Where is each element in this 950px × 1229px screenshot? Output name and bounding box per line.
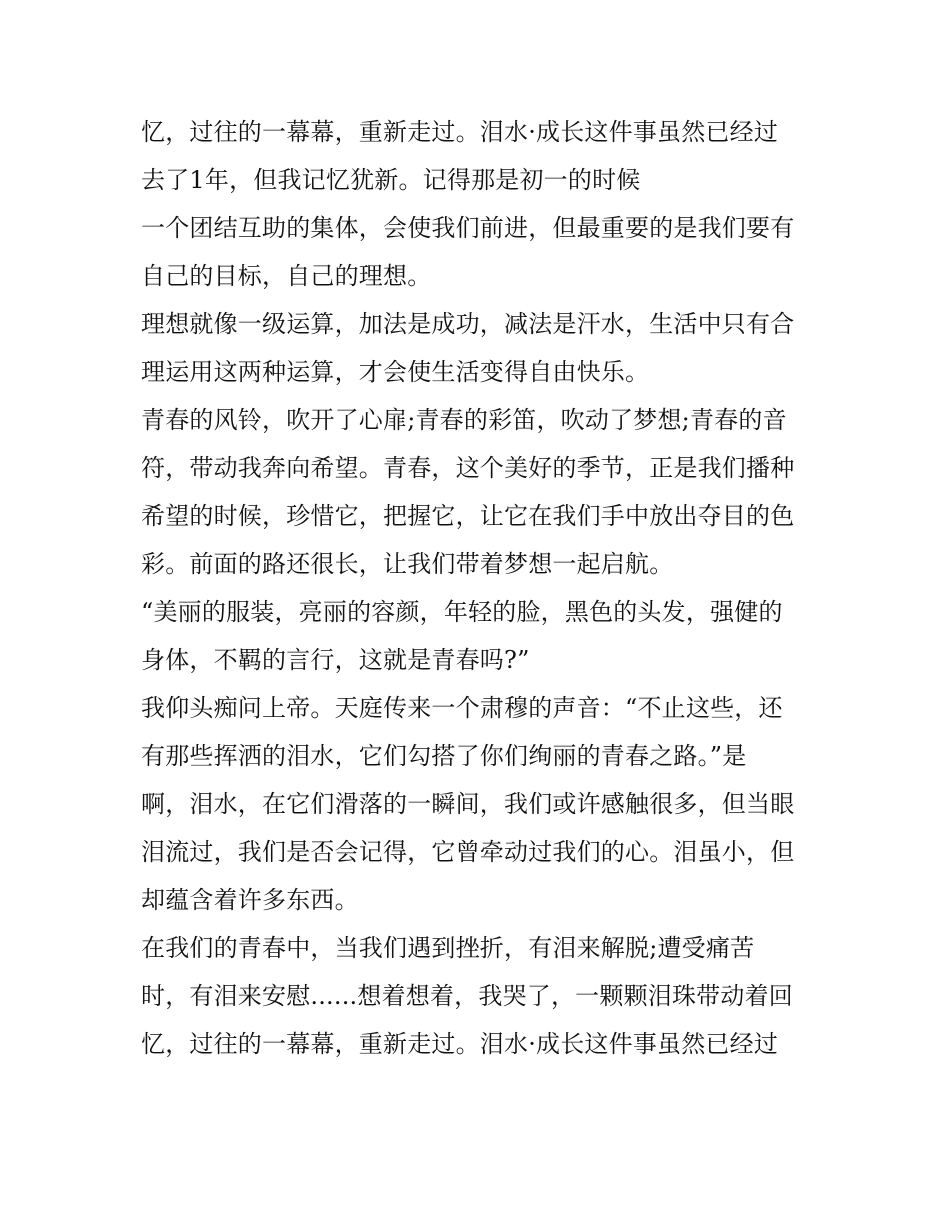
text-line: 理运用这两种运算，才会使生活变得自由快乐。	[141, 358, 650, 386]
text-line: 在我们的青春中，当我们遇到挫折，有泪来解脱;遭受痛苦	[141, 934, 755, 962]
text-line: 理想就像一级运算，加法是成功，减法是汗水，生活中只有合	[141, 310, 795, 338]
text-line: 彩。前面的路还很长，让我们带着梦想一起启航。	[141, 550, 674, 578]
text-line: 却蕴含着许多东西。	[141, 886, 359, 914]
text-line: 忆，过往的一幕幕，重新走过。泪水·成长这件事虽然已经过	[141, 1030, 779, 1058]
text-line: 忆，过往的一幕幕，重新走过。泪水·成长这件事虽然已经过	[141, 118, 779, 146]
text-line: 身体，不羁的言行，这就是青春吗?”	[141, 646, 530, 674]
text-line: 时，有泪来安慰......想着想着，我哭了，一颗颗泪珠带动着回	[141, 982, 793, 1010]
text-line: 一个团结互助的集体，会使我们前进，但最重要的是我们要有	[141, 214, 795, 242]
text-line: 去了1年，但我记忆犹新。记得那是初一的时候	[141, 166, 641, 194]
text-line: “美丽的服装，亮丽的容颜，年轻的脸，黑色的头发，强健的	[141, 598, 783, 626]
text-line: 我仰头痴问上帝。天庭传来一个肃穆的声音：“不止这些，还	[141, 694, 783, 722]
text-line: 青春的风铃，吹开了心扉;青春的彩笛，吹动了梦想;青春的音	[141, 406, 787, 434]
text-line: 希望的时候，珍惜它，把握它，让它在我们手中放出夺目的色	[141, 502, 795, 530]
text-line: 自己的目标，自己的理想。	[141, 262, 432, 290]
text-line: 泪流过，我们是否会记得，它曾牵动过我们的心。泪虽小，但	[141, 838, 795, 866]
text-line: 有那些挥洒的泪水，它们勾搭了你们绚丽的青春之路。”是	[141, 742, 747, 770]
text-line: 啊，泪水，在它们滑落的一瞬间，我们或许感触很多，但当眼	[141, 790, 795, 818]
document-body	[141, 108, 821, 1068]
text-line: 符，带动我奔向希望。青春，这个美好的季节，正是我们播种	[141, 454, 795, 482]
